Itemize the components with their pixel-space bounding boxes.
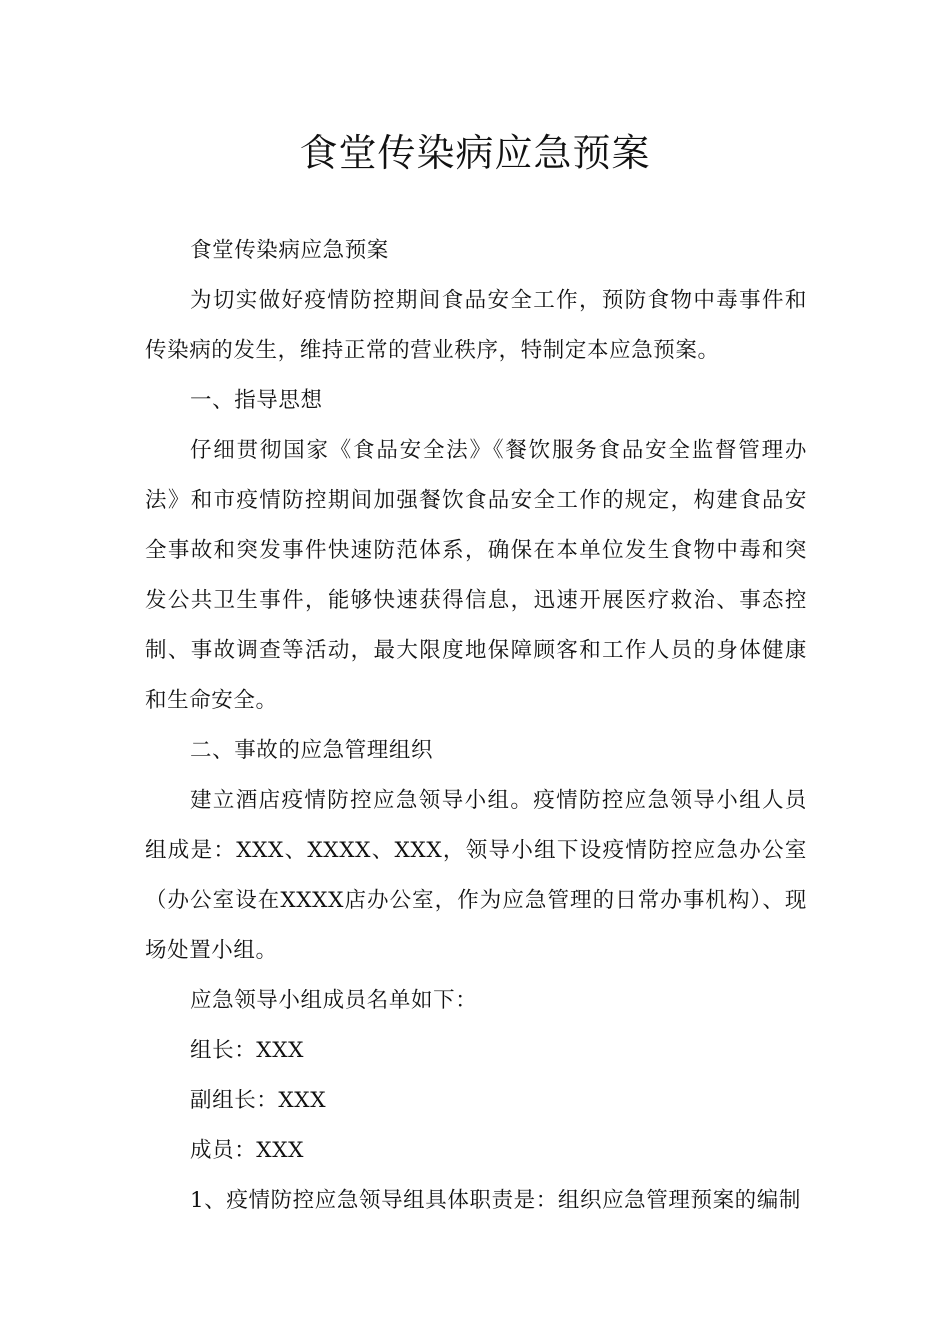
document-title: 食堂传染病应急预案 [299,131,651,175]
paragraph-duties: 1、疫情防控应急领导组具体职责是：组织应急管理预案的编制 [190,1188,801,1213]
paragraph-deputy-leader: 副组长：XXX [190,1088,327,1113]
paragraph-leader: 组长：XXX [190,1038,305,1063]
paragraph-members: 成员：XXX [190,1138,305,1163]
paragraph-member-list-intro: 应急领导小组成员名单如下： [190,988,478,1013]
heading-emergency-organization: 二、事故的应急管理组织 [190,738,434,763]
heading-guiding-principle: 一、指导思想 [190,388,323,413]
paragraph-guiding-principle: 仔细贯彻国家《食品安全法》《餐饮服务食品安全监督管理办法》和市疫情防控期间加强餐饮食品安全工作的规定，构建食品安全事故和突发事件快速防范体系，确保在本单位发生食物中毒和突发公共卫生事件，能够快速获得信息，迅速开展医疗救治、事态控制、事故调查等活动，最大限度地保障顾客和工作人员的身体健康和生命安全。 [145,438,807,713]
document-body [145,226,807,1226]
paragraph-emergency-organization: 建立酒店疫情防控应急领导小组。疫情防控应急领导小组人员组成是：XXX、XXXX、XXX，领导小组下设疫情防控应急办公室（办公室设在XXXX店办公室，作为应急管理的日常办事机构）、现场处置小组。 [145,788,807,963]
paragraph-intro: 为切实做好疫情防控期间食品安全工作，预防食物中毒事件和传染病的发生，维持正常的营业秩序，特制定本应急预案。 [145,288,807,363]
paragraph-subtitle: 食堂传染病应急预案 [190,238,389,263]
